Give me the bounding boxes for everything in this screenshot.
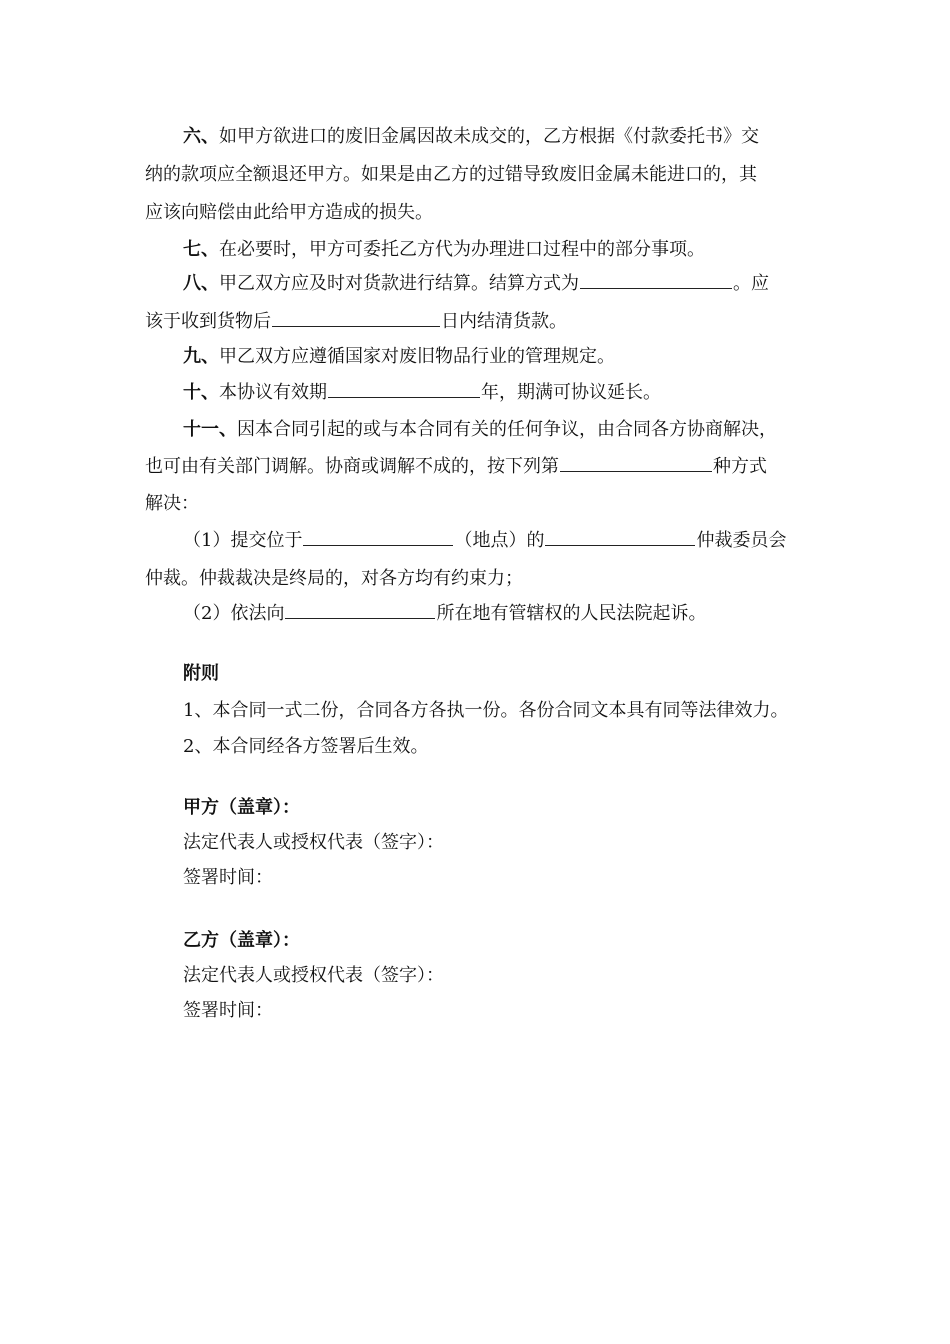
clause-number: 十、 bbox=[183, 382, 219, 403]
clause-text: 因本合同引起的或与本合同有关的任何争议，由合同各方协商解决， bbox=[237, 419, 777, 440]
clause-text: 该于收到货物后 bbox=[145, 311, 271, 332]
clause-text: 日内结清货款。 bbox=[441, 311, 567, 332]
settlement-days-blank[interactable] bbox=[272, 308, 440, 327]
clause-number: 八、 bbox=[183, 273, 219, 294]
option-text: 仲裁委员会 bbox=[696, 530, 787, 551]
clause-text: 年，期满可协议延长。 bbox=[481, 382, 661, 403]
appendix-title: 附则 bbox=[183, 663, 219, 684]
option-text: （2）依法向 bbox=[183, 603, 285, 624]
option-1-line-2: 仲裁。仲裁裁决是终局的，对各方均有约束力； bbox=[145, 568, 523, 589]
dispute-method-blank[interactable] bbox=[560, 453, 712, 472]
clause-6-line-2: 纳的款项应全额退还甲方。如果是由乙方的过错导致废旧金属未能进口的，其 bbox=[145, 164, 757, 185]
clause-11-line-2 bbox=[145, 453, 825, 481]
option-text: （1）提交位于 bbox=[183, 530, 303, 551]
option-text: （地点）的 bbox=[454, 530, 545, 551]
party-a-title: 甲方（盖章）： bbox=[183, 797, 300, 818]
clause-text: 甲乙双方应遵循国家对废旧物品行业的管理规定。 bbox=[219, 346, 615, 367]
party-a-rep: 法定代表人或授权代表（签字）： bbox=[183, 832, 444, 853]
clause-6-line-3: 应该向赔偿由此给甲方造成的损失。 bbox=[145, 202, 433, 223]
arbitration-commission-blank[interactable] bbox=[545, 527, 695, 546]
clause-10 bbox=[183, 379, 863, 407]
validity-years-blank[interactable] bbox=[328, 379, 480, 398]
option-text: 所在地有管辖权的人民法院起诉。 bbox=[436, 603, 707, 624]
clause-text: 种方式 bbox=[713, 456, 767, 477]
appendix-item-1: 1、本合同一式二份，合同各方各执一份。各份合同文本具有同等法律效力。 bbox=[183, 700, 789, 721]
clause-number: 九、 bbox=[183, 346, 219, 367]
clause-text: 甲乙双方应及时对货款进行结算。结算方式为 bbox=[219, 273, 579, 294]
clause-number: 七、 bbox=[183, 239, 219, 260]
clause-text: 如甲方欲进口的废旧金属因故未成交的，乙方根据《付款委托书》交 bbox=[219, 126, 759, 147]
party-a-date: 签署时间： bbox=[183, 867, 273, 888]
court-location-blank[interactable] bbox=[285, 600, 435, 619]
clause-7 bbox=[183, 236, 863, 264]
clause-text: 。应 bbox=[733, 273, 769, 294]
party-b-rep: 法定代表人或授权代表（签字）： bbox=[183, 965, 444, 986]
clause-8-line-1 bbox=[183, 270, 863, 298]
clause-11-line-3: 解决： bbox=[145, 493, 199, 514]
party-b-date: 签署时间： bbox=[183, 1000, 273, 1021]
option-2 bbox=[183, 600, 863, 628]
clause-text: 也可由有关部门调解。协商或调解不成的，按下列第 bbox=[145, 456, 559, 477]
clause-number: 十一、 bbox=[183, 419, 237, 440]
appendix-item-2: 2、本合同经各方签署后生效。 bbox=[183, 736, 429, 757]
clause-text: 在必要时，甲方可委托乙方代为办理进口过程中的部分事项。 bbox=[219, 239, 705, 260]
option-1-line-1 bbox=[183, 527, 863, 555]
clause-8-line-2 bbox=[145, 308, 825, 336]
clause-number: 六、 bbox=[183, 126, 219, 147]
clause-11-line-1 bbox=[183, 416, 863, 444]
party-b-title: 乙方（盖章）： bbox=[183, 930, 300, 951]
clause-9 bbox=[183, 343, 863, 371]
arbitration-location-blank[interactable] bbox=[303, 527, 453, 546]
clause-6-line-1 bbox=[183, 123, 863, 151]
clause-text: 本协议有效期 bbox=[219, 382, 327, 403]
settlement-method-blank[interactable] bbox=[580, 270, 732, 289]
